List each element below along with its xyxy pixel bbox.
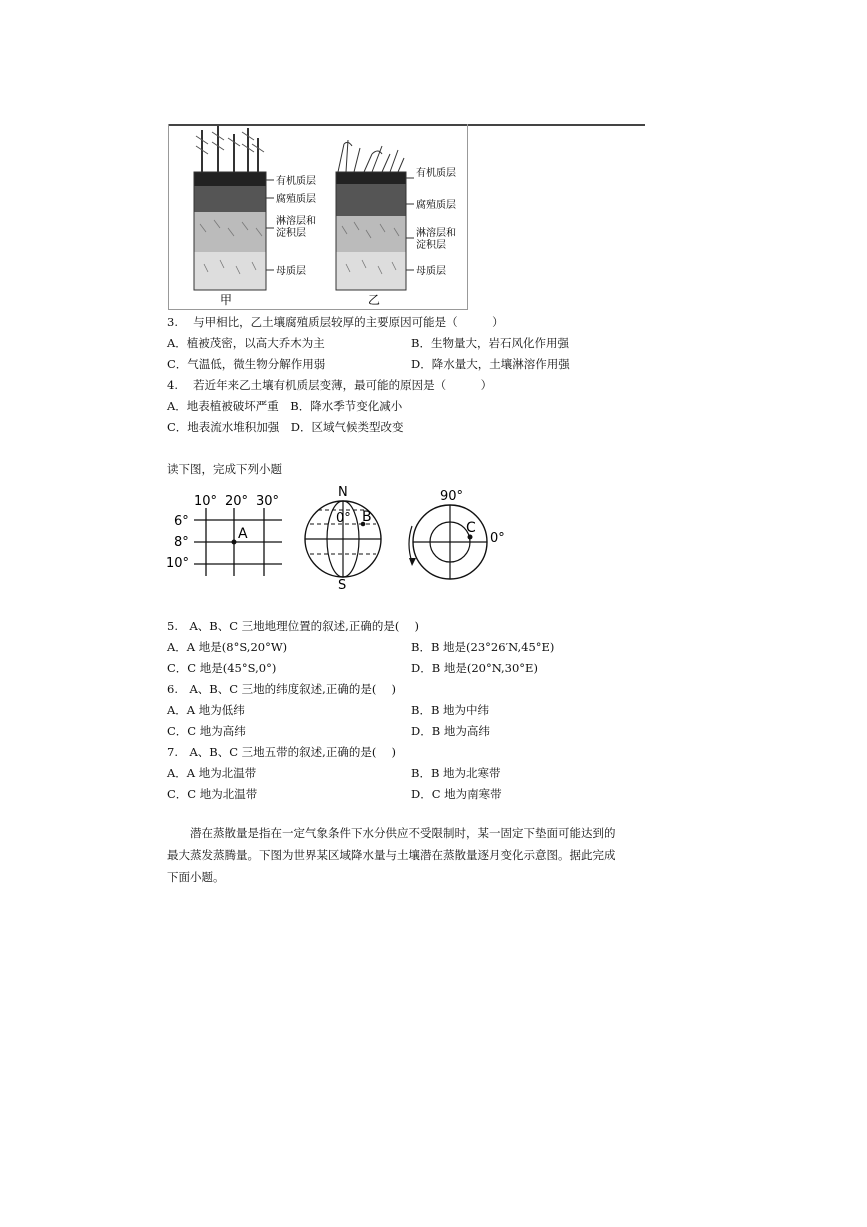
q5-option-a[interactable]: A．A 地是(8°S,20°W): [167, 640, 288, 654]
q5-option-d[interactable]: D．B 地是(20°N,30°E): [411, 661, 538, 675]
label-parent-jia: 母质层: [276, 266, 306, 277]
paragraph-line-3: 下面小题。: [167, 870, 225, 884]
q6-option-c[interactable]: C．C 地为高纬: [167, 724, 246, 738]
q7-stem: 7. A、B、C 三地五带的叙述,正确的是( ): [167, 745, 396, 759]
lat-lon-grid: [166, 494, 282, 576]
q3-option-c[interactable]: C．气温低，微生物分解作用弱: [167, 357, 326, 371]
grid-top-label: 20°: [225, 494, 249, 509]
point-a-label: A: [238, 526, 248, 542]
grid-left-label: 8°: [174, 535, 189, 550]
label-organic-jia: 有机质层: [276, 176, 316, 187]
q6-option-b[interactable]: B．B 地为中纬: [411, 703, 490, 717]
q3-option-a[interactable]: A．植被茂密，以高大乔木为主: [167, 336, 325, 350]
label-eluvial-jia: 淋溶层和: [276, 216, 316, 227]
label-organic-yi: 有机质层: [416, 168, 456, 179]
q3-option-d[interactable]: D．降水量大，土壤淋溶作用强: [411, 357, 570, 371]
soil-column-yi: [336, 140, 456, 307]
q6-stem: 6. A、B、C 三地的纬度叙述,正确的是( ): [167, 682, 396, 696]
polar-right-label: 0°: [490, 531, 505, 546]
grid-left-label: 10°: [166, 556, 190, 571]
q4-options-ab[interactable]: A．地表植被破坏严重 B．降水季节变化减小: [167, 399, 403, 413]
label-humus-jia: 腐殖质层: [276, 194, 316, 205]
grid-top-label: 10°: [194, 494, 218, 509]
q7-option-b[interactable]: B．B 地为北寒带: [411, 766, 501, 780]
label-eluvial-yi: 淋溶层和: [416, 228, 456, 239]
q3-option-b[interactable]: B．生物量大，岩石风化作用强: [411, 336, 569, 350]
grid-left-label: 6°: [174, 514, 189, 529]
paragraph-line-1: 潜在蒸散量是指在一定气象条件下水分供应不受限制时，某一固定下垫面可能达到的: [190, 826, 616, 840]
globe-prime-meridian-label: 0°: [336, 511, 351, 526]
paragraph-line-2: 最大蒸发蒸腾量。下图为世界某区域降水量与土壤潜在蒸散量逐月变化示意图。据此完成: [167, 848, 616, 862]
polar-top-label: 90°: [440, 489, 464, 504]
q4-stem: 4. 若近年来乙土壤有机质层变薄，最可能的原因是（ ）: [167, 378, 493, 392]
q7-option-d[interactable]: D．C 地为南寒带: [411, 787, 502, 801]
point-c-label: C: [466, 520, 476, 536]
soil-column-jia: [194, 126, 316, 307]
q3-stem: 3. 与甲相比，乙土壤腐殖质层较厚的主要原因可能是（ ）: [167, 315, 504, 329]
label-illuvial-jia: 淀积层: [276, 228, 306, 239]
q6-option-d[interactable]: D．B 地为高纬: [411, 724, 490, 738]
point-a: [232, 540, 237, 545]
caption-yi: 乙: [368, 293, 381, 307]
polar-diagram: [409, 489, 505, 579]
q7-option-c[interactable]: C．C 地为北温带: [167, 787, 258, 801]
q7-option-a[interactable]: A．A 地为北温带: [167, 766, 257, 780]
globe-diagram: [305, 486, 381, 593]
globe-south-label: S: [338, 578, 347, 593]
grid-top-label: 30°: [256, 494, 280, 509]
q4-options-cd[interactable]: C．地表流水堆积加强 D．区域气候类型改变: [167, 420, 404, 434]
q5-option-c[interactable]: C．C 地是(45°S,0°): [167, 661, 277, 675]
q5-option-b[interactable]: B．B 地是(23°26′N,45°E): [411, 640, 555, 654]
q5-stem: 5. A、B、C 三地地理位置的叙述,正确的是( ): [167, 619, 419, 633]
soil-profile-figure: [168, 124, 468, 310]
label-humus-yi: 腐殖质层: [416, 200, 456, 211]
label-illuvial-yi: 淀积层: [416, 240, 446, 251]
caption-jia: 甲: [220, 293, 233, 307]
coordinate-figure: [164, 486, 524, 596]
label-parent-yi: 母质层: [416, 266, 446, 277]
section-intro-map: 读下图，完成下列小题: [167, 462, 282, 476]
q6-option-a[interactable]: A．A 地为低纬: [167, 703, 245, 717]
point-b-label: B: [362, 509, 372, 525]
globe-north-label: N: [338, 486, 348, 500]
